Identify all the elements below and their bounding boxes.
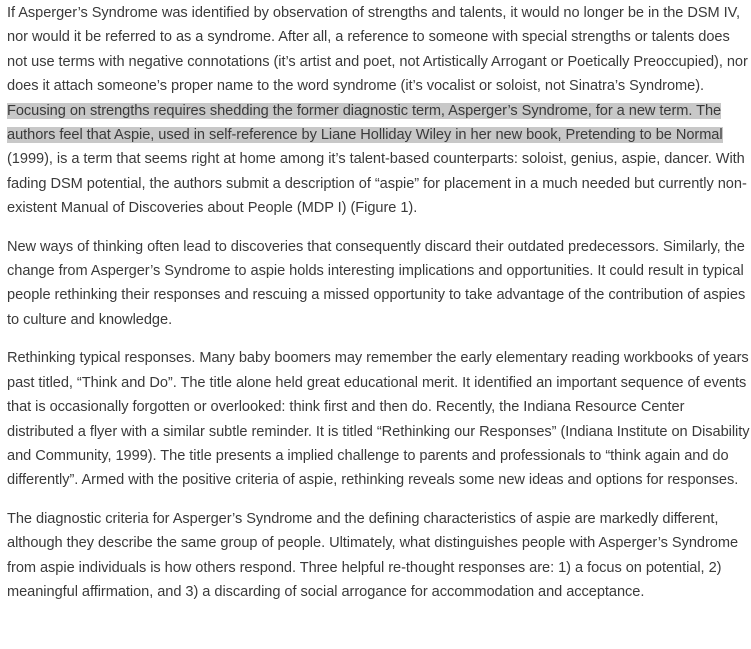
paragraph-1-text-before: If Asperger’s Syndrome was identified by observation of strengths and talents, it would no longer be in the DSM IV, nor would it be referred to as a syndrome. After all, a reference to someone with special strengths or talents does not use terms with negative connotations (it’s artist and poet, not Artistically Arrogant or Poetically Preoccupied), nor does it attach someone’s proper name to the word syndrome (it’s vocalist or soloist, not Sinatra’s Syndrome). bbox=[7, 5, 748, 95]
article-body bbox=[7, 1, 751, 618]
paragraph-1 bbox=[7, 1, 751, 221]
highlighted-text-selection[interactable]: Focusing on strengths requires shedding the former diagnostic term, Asperger’s Syndrome, for a new term. The authors feel that Aspie, used in self-reference by Liane Holliday Wiley in her new book, Pretending to be Normal bbox=[7, 102, 723, 144]
paragraph-4: The diagnostic criteria for Asperger’s Syndrome and the defining characteristics of aspie are markedly different, although they describe the same group of people. Ultimately, what distinguishes people with Asperger’s Syndrome from aspie individuals is how others respond. Three helpful re-thought responses are: 1) a focus on potential, 2) meaningful affirmation, and 3) a discarding of social arrogance for accommodation and acceptance. bbox=[7, 510, 739, 600]
paragraph-3: Rethinking typical responses. Many baby boomers may remember the early elementary reading workbooks of years past titled, “Think and Do”. The title alone held great educational merit. It identified an important sequence of events that is occasionally forgotten or overlooked: think first and then do. Recently, the Indiana Resource Center distributed a flyer with a similar subtle reminder. It is titled “Rethinking our Responses” (Indiana Institute on Disability and Community, 1999). The title presents a implied challenge to parents and professionals to “think again and do differently”. Armed with the positive criteria of aspie, rethinking reveals some new ideas and options for responses. bbox=[7, 350, 750, 489]
paragraph-2: New ways of thinking often lead to discoveries that consequently discard their outdated predecessors. Similarly, the change from Asperger’s Syndrome to aspie holds interesting implications and opportunities. It could result in typical people rethinking their responses and rescuing a missed opportunity to take advantage of the contribution of aspies to culture and knowledge. bbox=[7, 238, 746, 328]
paragraph-1-text-after: (1999), is a term that seems right at home among it’s talent-based counterparts: soloist, genius, aspie, dancer. With fading DSM potential, the authors submit a description of “aspie” for placement in a much needed but currently non-existent Manual of Discoveries about People (MDP I) (Figure 1). bbox=[7, 151, 747, 217]
